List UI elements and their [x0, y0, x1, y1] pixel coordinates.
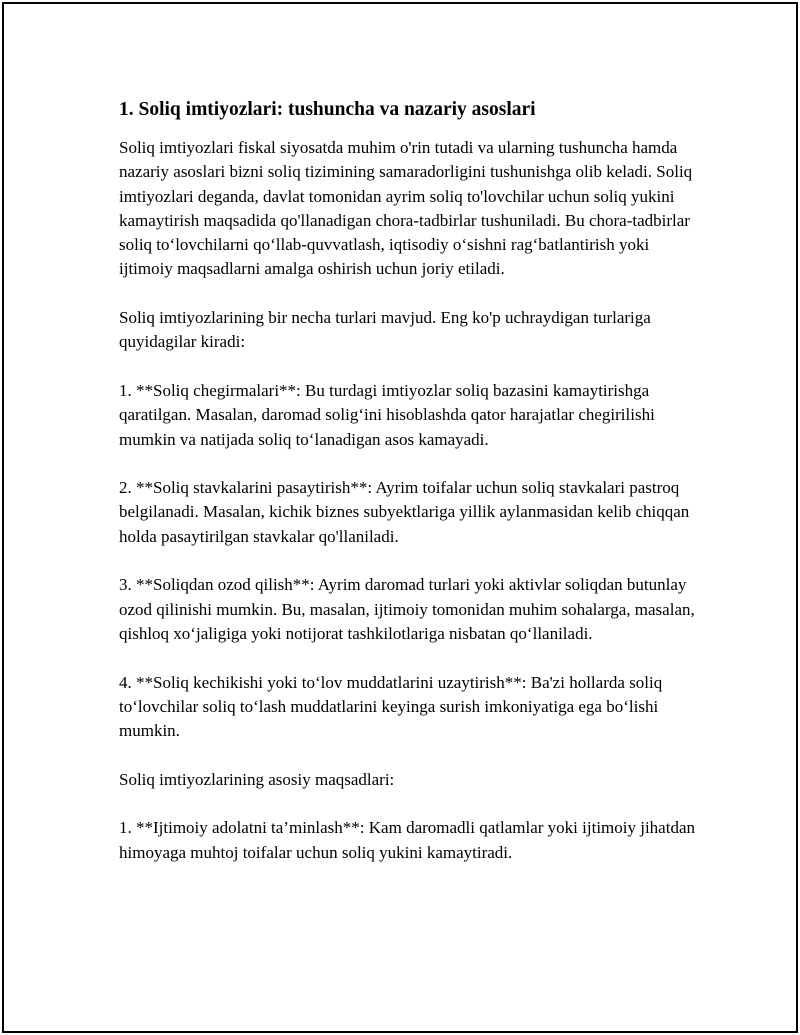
section-heading: 1. Soliq imtiyozlari: tushuncha va nazariy asoslari	[119, 99, 536, 120]
document-body	[119, 98, 699, 889]
paragraph-intro: Soliq imtiyozlari fiskal siyosatda muhim o'rin tutadi va ularning tushuncha hamda nazariy asoslari bizni soliq tizimining samaradorligini tushunishga olib keladi. Soliq imtiyozlari deganda, davlat tomonidan ayrim soliq to'lovchilar uchun soliq yukini kamaytirish maqsadida qo'llanadigan chora-tadbirlar tushuniladi. Bu chora-tadbirlar soliq to‘lovchilarni qo‘llab-quvvatlash, iqtisodiy o‘sishni rag‘batlantirish yoki ijtimoiy maqsadlarni amalga oshirish uchun joriy etiladi.	[119, 138, 693, 279]
paragraph-type-3: 3. **Soliqdan ozod qilish**: Ayrim daromad turlari yoki aktivlar soliqdan butunlay ozod qilinishi mumkin. Bu, masalan, ijtimoiy tomonidan muhim sohalarga, masalan, qishloq xo‘jaligiga yoki notijorat tashkilotlariga nisbatan qo‘llaniladi.	[119, 575, 695, 643]
paragraph-goals-intro: Soliq imtiyozlarining asosiy maqsadlari:	[119, 769, 395, 789]
paragraph-type-2: 2. **Soliq stavkalarini pasaytirish**: Ayrim toifalar uchun soliq stavkalari pastroq belgilanadi. Masalan, kichik biznes subyektlariga yillik aylanmasidan kelib chiqqan holda pasaytirilgan stavkalar qo'llaniladi.	[119, 478, 690, 546]
paragraph-types-intro: Soliq imtiyozlarining bir necha turlari mavjud. Eng ko'p uchraydigan turlariga quyidagilar kiradi:	[119, 308, 651, 352]
paragraph-goal-1: 1. **Ijtimoiy adolatni ta’minlash**: Kam daromadli qatlamlar yoki ijtimoiy jihatdan himoyaga muhtoj toifalar uchun soliq yukini kamaytiradi.	[119, 818, 695, 862]
document-page	[2, 2, 798, 1033]
paragraph-type-1: 1. **Soliq chegirmalari**: Bu turdagi imtiyozlar soliq bazasini kamaytirishga qaratilgan. Masalan, daromad solig‘ini hisoblashda qator harajatlar chegirilishi mumkin va natijada soliq to‘lanadigan asos kamayadi.	[119, 380, 655, 449]
paragraph-type-4: 4. **Soliq kechikishi yoki to‘lov muddatlarini uzaytirish**: Ba'zi hollarda soliq to‘lovchilar soliq to‘lash muddatlarini keyinga surish imkoniyatiga ega bo‘lishi mumkin.	[119, 672, 663, 741]
